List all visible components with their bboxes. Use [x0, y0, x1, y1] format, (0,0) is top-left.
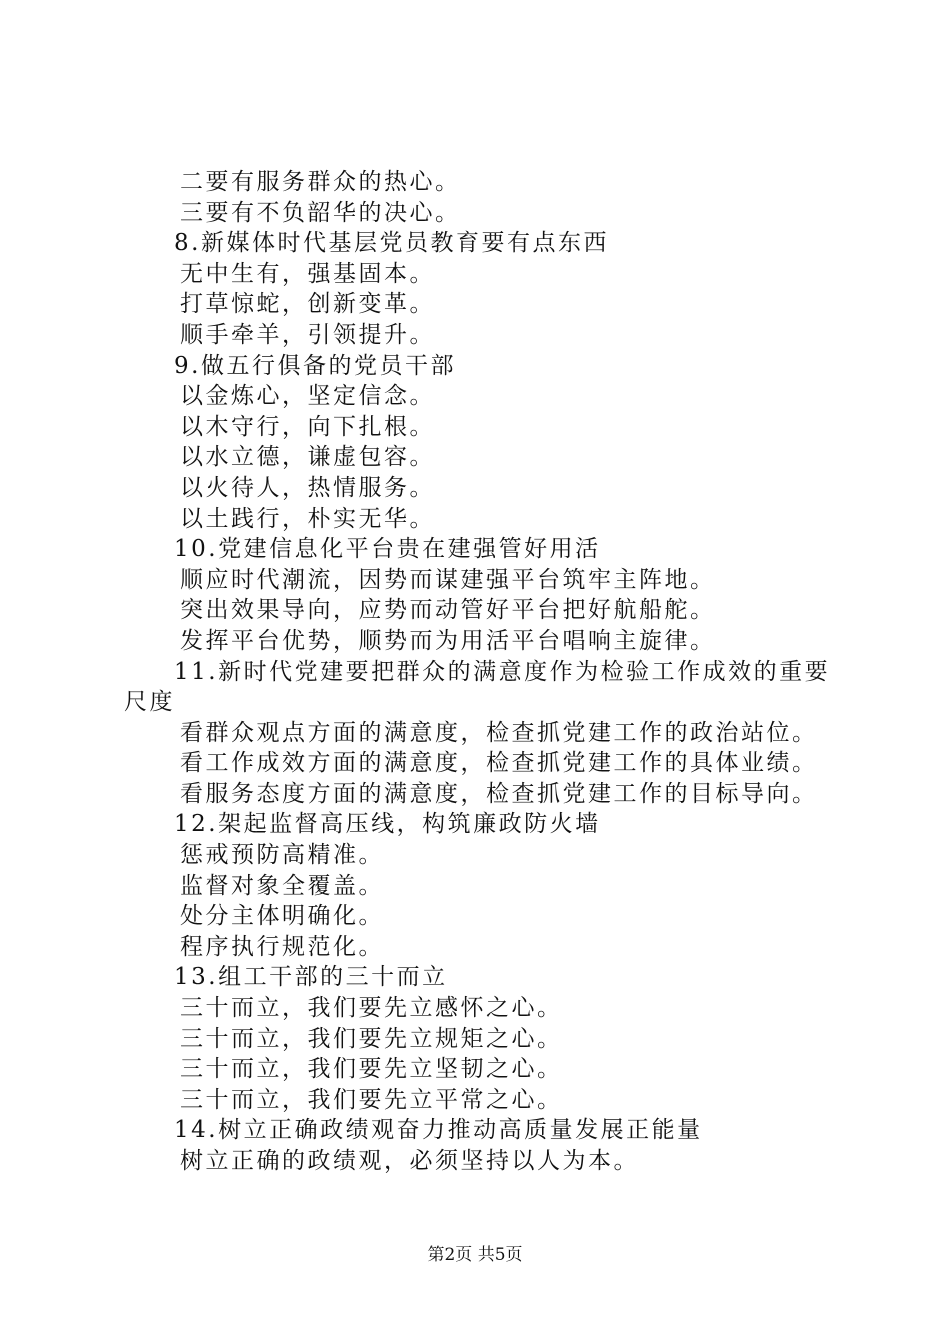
- text-line: 三十而立，我们要先立平常之心。: [180, 1086, 563, 1113]
- text-line: 发挥平台优势，顺势而为用活平台唱响主旋律。: [180, 627, 716, 654]
- section-heading-continuation: 尺度: [124, 689, 175, 716]
- text-line: 顺应时代潮流，因势而谋建强平台筑牢主阵地。: [180, 566, 716, 593]
- text-line: 处分主体明确化。: [180, 903, 384, 930]
- section-heading: 8.新媒体时代基层党员教育要有点东西: [174, 230, 609, 257]
- text-line: 看工作成效方面的满意度，检查抓党建工作的具体业绩。: [180, 750, 818, 777]
- text-line: 以水立德，谦虚包容。: [180, 444, 435, 471]
- text-line: 以金炼心，坚定信念。: [180, 383, 435, 410]
- text-line: 看群众观点方面的满意度，检查抓党建工作的政治站位。: [180, 719, 818, 746]
- document-body: [124, 167, 844, 1177]
- text-line: 程序执行规范化。: [180, 933, 384, 960]
- text-line: 以土践行，朴实无华。: [180, 505, 435, 532]
- text-line: 顺手牵羊，引领提升。: [180, 321, 435, 348]
- text-line: 看服务态度方面的满意度，检查抓党建工作的目标导向。: [180, 780, 818, 807]
- text-line: 三要有不负韶华的决心。: [180, 199, 461, 226]
- text-line: 以木守行，向下扎根。: [180, 413, 435, 440]
- section-heading: 13.组工干部的三十而立: [174, 964, 448, 991]
- text-line: 突出效果导向，应势而动管好平台把好航船舵。: [180, 597, 716, 624]
- text-line: 无中生有，强基固本。: [180, 260, 435, 287]
- text-line: 监督对象全覆盖。: [180, 872, 384, 899]
- section-heading: 14.树立正确政绩观奋力推动高质量发展正能量: [174, 1117, 703, 1144]
- page-number-footer: 第2页 共5页: [427, 1245, 523, 1265]
- text-line: 三十而立，我们要先立感怀之心。: [180, 995, 563, 1022]
- section-heading: 10.党建信息化平台贵在建强管好用活: [174, 536, 601, 563]
- section-heading: 11.新时代党建要把群众的满意度作为检验工作成效的重要: [174, 658, 831, 685]
- text-line: 二要有服务群众的热心。: [180, 169, 461, 195]
- text-line: 树立正确的政绩观，必须坚持以人为本。: [180, 1148, 639, 1174]
- text-line: 三十而立，我们要先立坚韧之心。: [180, 1056, 563, 1083]
- text-line: 三十而立，我们要先立规矩之心。: [180, 1025, 563, 1052]
- text-line: 打草惊蛇，创新变革。: [180, 291, 435, 318]
- text-line: 以火待人，热情服务。: [180, 474, 435, 501]
- section-heading: 9.做五行俱备的党员干部: [174, 352, 456, 379]
- section-heading: 12.架起监督高压线，构筑廉政防火墙: [174, 811, 601, 838]
- text-line: 惩戒预防高精准。: [180, 842, 384, 869]
